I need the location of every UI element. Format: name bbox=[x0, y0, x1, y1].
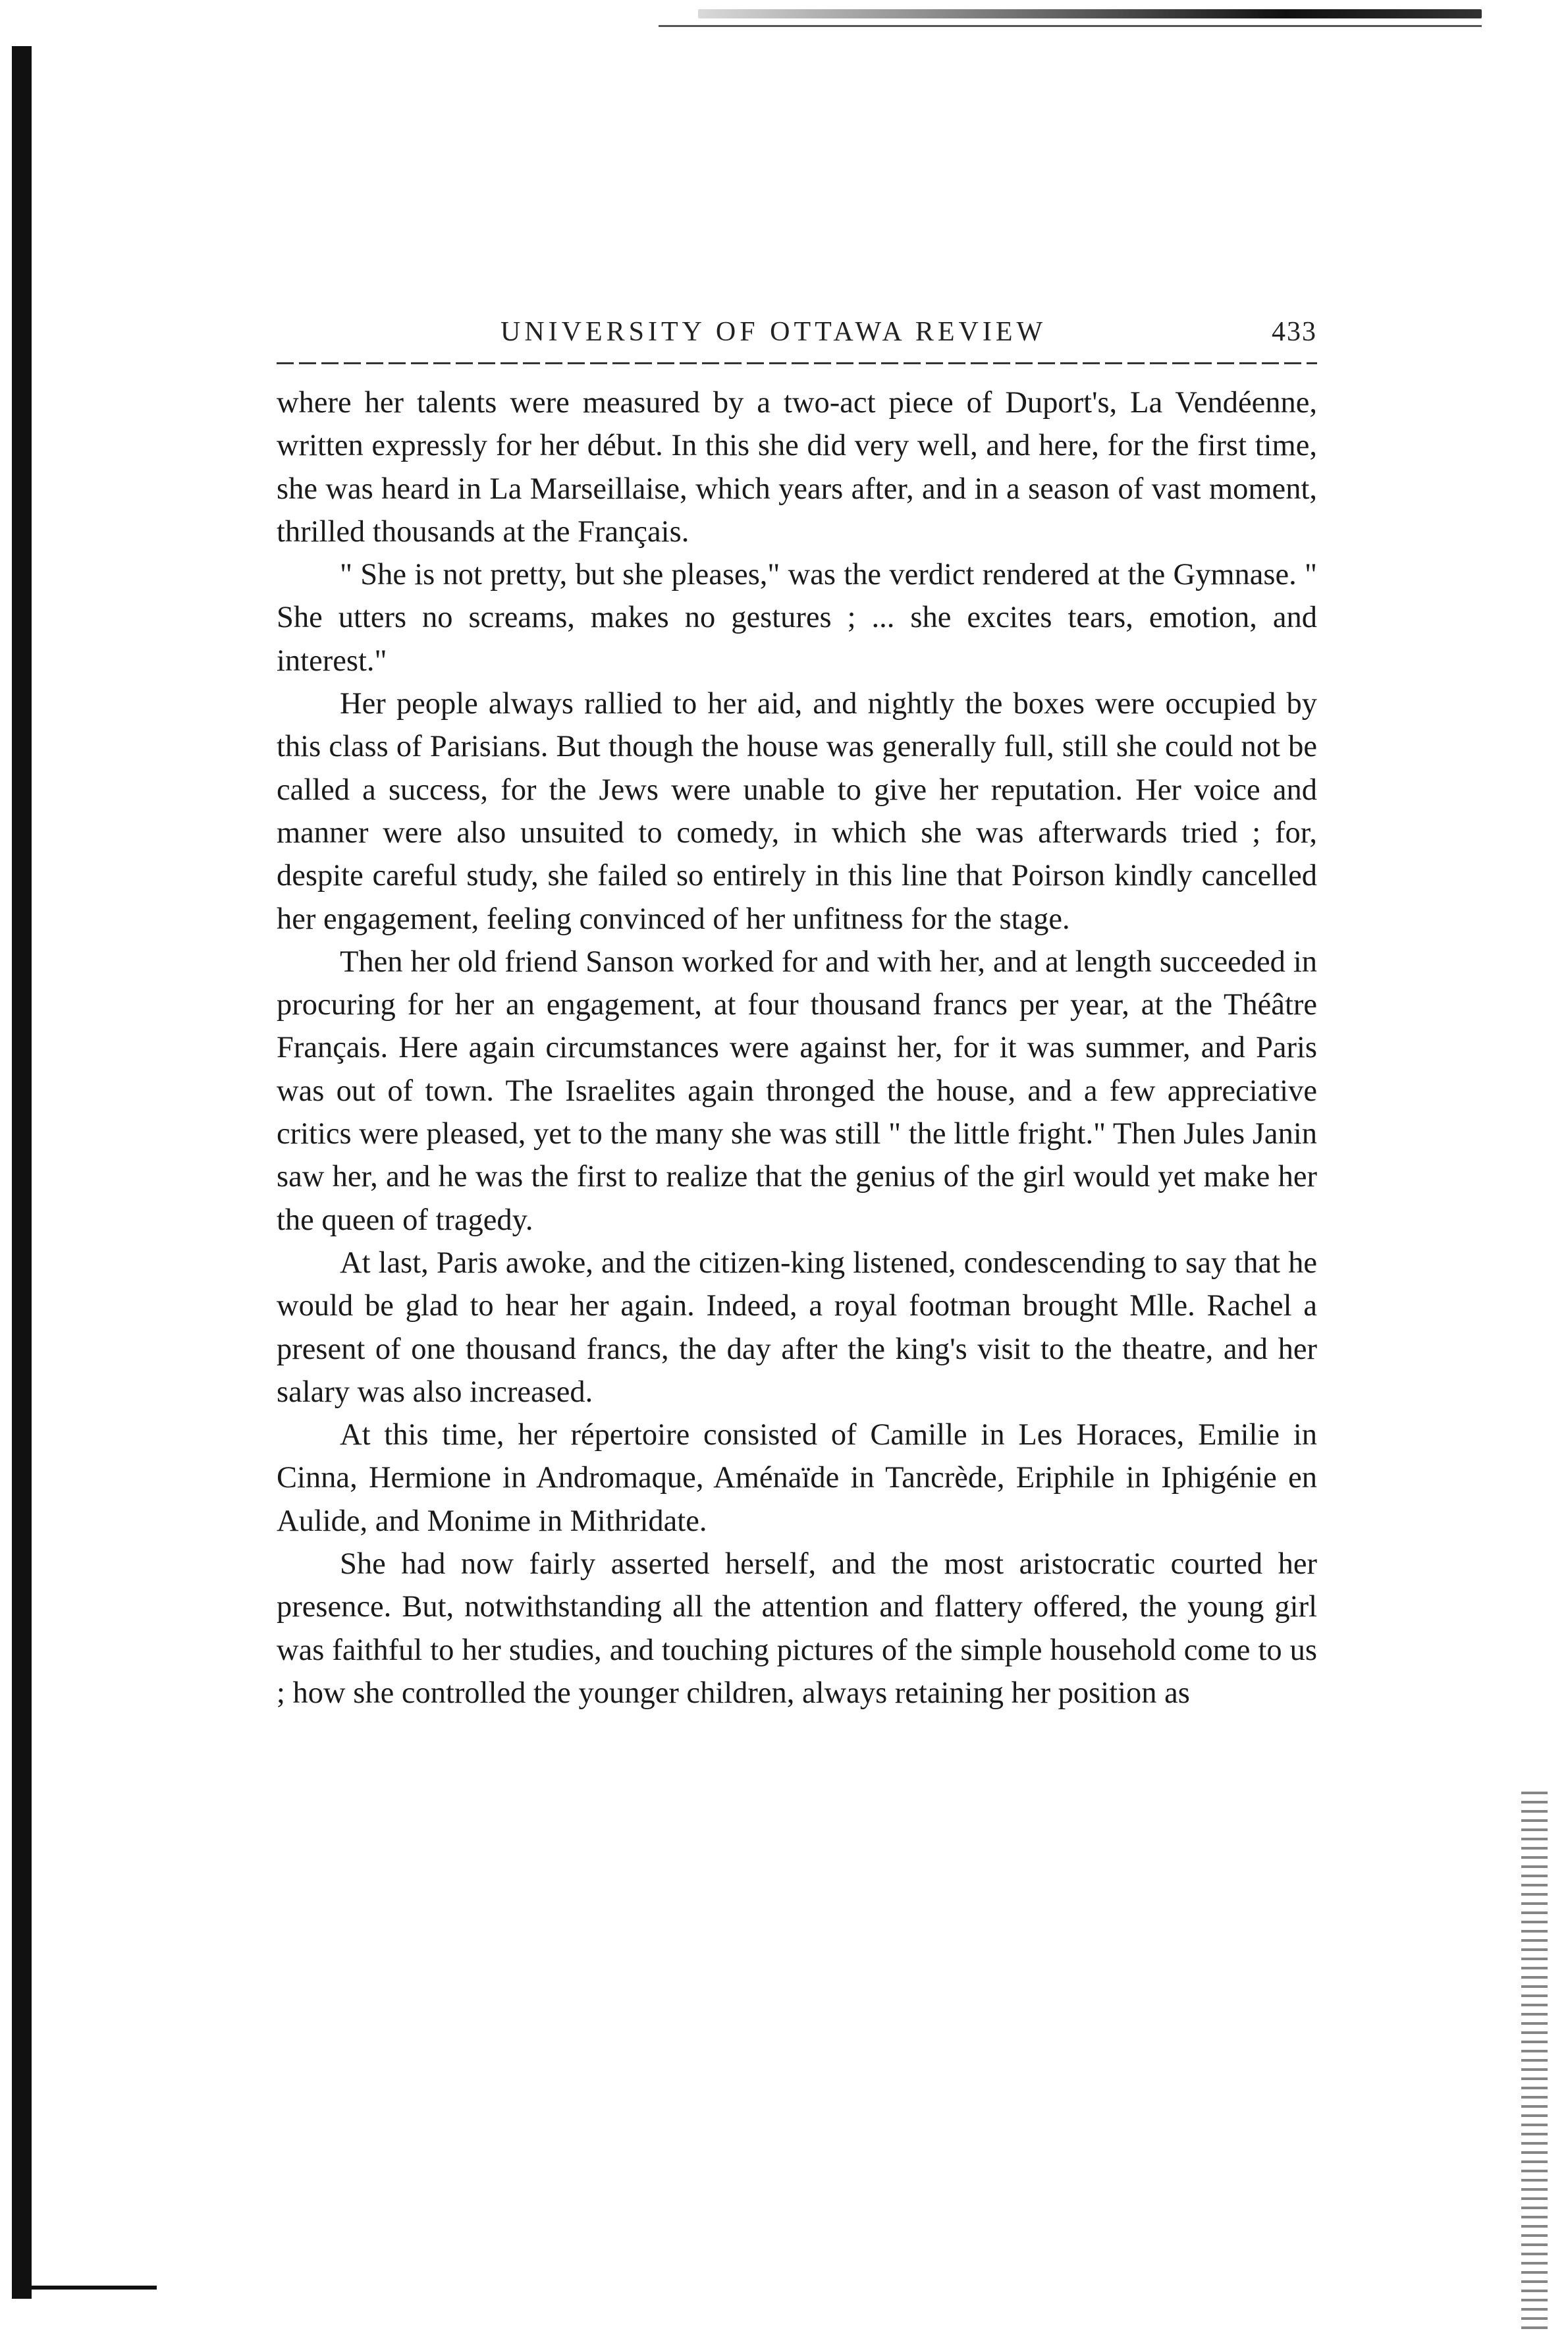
body-text bbox=[277, 381, 1317, 1715]
scan-artifact-right-specks bbox=[1521, 1792, 1548, 2332]
binding-shadow bbox=[12, 46, 32, 2299]
scan-artifact-top-rule bbox=[698, 9, 1482, 18]
book-page bbox=[277, 316, 1317, 2266]
paragraph: Her people always rallied to her aid, and nightly the boxes were occupied by this class of Parisians. But though the house was generally full, still she could not be called a success, for the Jews were unable to give her reputation. Her voice and manner were also unsuited to comedy, in which she was afterwards tried ; for, despite careful study, she failed so entirely in this line that Poirson kindly cancelled her engagement, feeling convinced of her unfitness for the stage. bbox=[277, 687, 1317, 936]
header-rule bbox=[277, 362, 1317, 364]
paragraph: She had now fairly asserted herself, and the most aristocratic courted her presence. But, notwithstanding all the attention and flattery offered, the young girl was faithful to her studies, and touching pictures of the simple household come to us ; how she controlled the younger children, always retaining her position as bbox=[277, 1547, 1317, 1710]
page-number: 433 bbox=[1272, 317, 1317, 347]
paragraph: " She is not pretty, but she pleases," was the verdict rendered at the Gymnase. " She utters no screams, makes no gestures ; ... she excites tears, emotion, and interest." bbox=[277, 558, 1317, 678]
scan-artifact-thin-rule bbox=[659, 25, 1482, 27]
paragraph: Then her old friend Sanson worked for and with her, and at length succeeded in procuring for her an engagement, at four thousand francs per year, at the Théâtre Français. Here again circumstances were against her, for it was summer, and Paris was out of town. The Israelites again thronged the house, and a few appreciative critics were pleased, yet to the many she was still " the little fright." Then Jules Janin saw her, and he was the first to realize that the genius of the girl would yet make her the queen of tragedy. bbox=[277, 945, 1317, 1237]
paragraph: where her talents were measured by a two-act piece of Duport's, La Vendéenne, written expressly for her début. In this she did very well, and here, for the first time, she was heard in La Marseillaise, which years after, and in a season of vast moment, thrilled thousands at the Français. bbox=[277, 386, 1317, 549]
paragraph: At last, Paris awoke, and the citizen-king listened, condescending to say that he would be glad to hear her again. Indeed, a royal footman brought Mlle. Rachel a present of one thousand francs, the day after the king's visit to the theatre, and her salary was also increased. bbox=[277, 1246, 1317, 1409]
binding-shadow-foot bbox=[12, 2286, 157, 2290]
paragraph: At this time, her répertoire consisted of Camille in Les Horaces, Emilie in Cinna, Hermione in Andromaque, Aménaïde in Tancrède, Eriphile in Iphigénie en Aulide, and Monime in Mithridate. bbox=[277, 1418, 1317, 1538]
running-title: UNIVERSITY OF OTTAWA REVIEW bbox=[500, 317, 1047, 347]
running-head bbox=[277, 316, 1317, 362]
